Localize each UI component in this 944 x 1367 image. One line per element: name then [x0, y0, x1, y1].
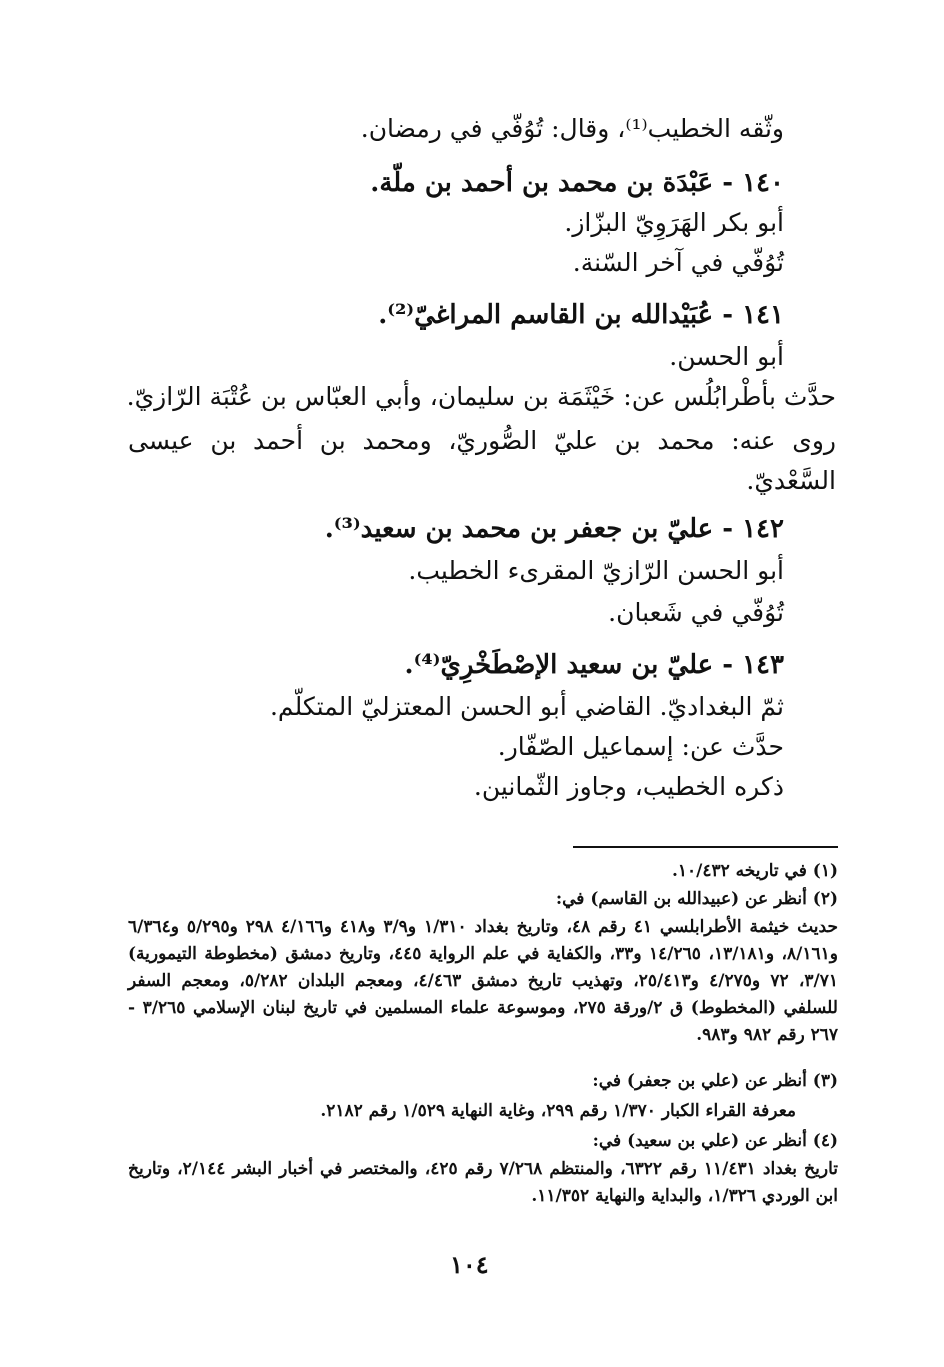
entry-140-line: تُوُفّي في آخر السّنة.: [572, 248, 784, 277]
entry-141-line: أبو الحسن.: [669, 342, 784, 371]
entry-142-heading: ١٤٢ - عليّ بن جعفر بن محمد بن سعيد⁽³⁾.: [324, 514, 784, 544]
entry-140-heading: ١٤٠ - عَبْدَة بن محمد بن أحمد بن ملّة.: [370, 168, 784, 198]
entry-141-heading: ١٤١ - عُبَيْدالله بن القاسم المراغيّ⁽²⁾.: [378, 300, 784, 330]
page-number: ١٠٤: [450, 1250, 489, 1279]
entry-142-line: تُوُفّي في شَعبان.: [608, 598, 784, 627]
footnote-2-body: حديث خيثمة الأطرابلسي ٤١ رقم ٤٨، وتاريخ بغداد ١/٣١٠ و٣/٩ و٤١٨ و٤/١٦٦ ٢٩٨ و٥/٢٩٥ و٦/٣٦٤ و٨/١٦١، و١٣/١٨١، ١٤/٢٦٥ و٣٣، والكفاية في علم الرواية ٤٤٥، وتاريخ دمشق (مخطوطة التيمورية) ٣/٧١، ٧٢ و٤/٢٧٥ و٢٥/٤١٣، وتهذيب تاريخ دمشق ٤/٤٦٣، ومعجم البلدان ٥/٢٨٢، ومعجم السفر للسلفي (المخطوط) ق ٢/ورقة ٢٧٥، وموسوعة علماء المسلمين في تاريخ لبنان الإسلامي ٣/٢٦٥ - ٢٦٧ رقم ٩٨٢ و٩٨٣.: [128, 917, 838, 1045]
footnote-4-body: تاريخ بغداد ١١/٤٣١ رقم ٦٣٢٢، والمنتظم ٧/٢٦٨ رقم ٤٢٥، والمختصر في أخبار البشر ٢/١٤٤، وتاريخ ابن الوردي ١/٣٢٦، والبداية والنهاية ١١/٣٥٢.: [128, 1159, 838, 1206]
entry-143-line: ثمّ البغداديّ. القاضي أبو الحسن المعتزليّ المتكلّم.: [269, 692, 784, 721]
entry-143-line: حدَّث عن: إسماعيل الصّفّار.: [497, 732, 784, 761]
entry-143-line: ذكره الخطيب، وجاوز الثّمانين.: [473, 772, 784, 801]
entry-141-line: حدَّث بأطْرابُلُس عن: خَيْثَمَة بن سليمان، وأبي العبّاس بن عُتْبَة الرّازيّ.: [126, 382, 836, 411]
entry-141-line: السَّعْديّ.: [746, 466, 836, 495]
body-line: وثّقه الخطيب⁽¹⁾، وقال: تُوُفّي في رمضان.: [360, 114, 784, 143]
footnote-separator: [573, 846, 838, 848]
footnote-1: (١) في تاريخه ١٠/٤٣٢.: [671, 861, 838, 881]
footnote-4-heading: (٤) أنظر عن (علي بن سعيد) في:: [592, 1131, 838, 1151]
entry-140-line: أبو بكر الهَرَوِيّ البزّاز.: [564, 208, 784, 237]
entry-141-line: روى عنه: محمد بن عليّ الصُّوريّ، ومحمد بن أحمد بن عيسى: [128, 426, 836, 455]
footnote-3-heading: (٣) أنظر عن (علي بن جعفر) في:: [592, 1071, 838, 1091]
footnote-3-body: معرفة القراء الكبار ١/٣٧٠ رقم ٢٩٩، وغاية النهاية ١/٥٢٩ رقم ٢١٨٢.: [320, 1101, 796, 1121]
footnote-2-heading: (٢) أنظر عن (عبيدالله بن القاسم) في:: [555, 889, 838, 909]
entry-142-line: أبو الحسن الرّازيّ المقرىء الخطيب.: [408, 556, 784, 585]
entry-143-heading: ١٤٣ - عليّ بن سعيد الإصْطَخْرِيّ⁽⁴⁾.: [404, 650, 784, 680]
